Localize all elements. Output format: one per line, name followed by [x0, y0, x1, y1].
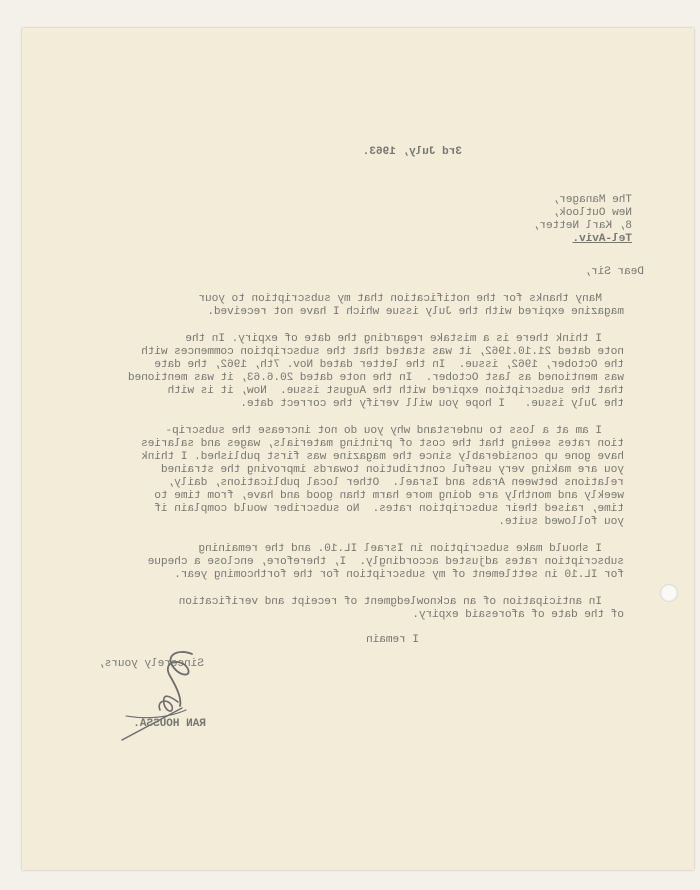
address-line: The Manager,	[552, 194, 632, 206]
paragraph-line: I think there is a mistake regarding the date of expiry. In the	[185, 333, 602, 345]
paragraph-line: was mentioned as last October. In the note dated 20.6.63, it was mentioned	[127, 372, 624, 384]
paragraph-line: note dated 21.10.1962, it was stated that the subscription commences with	[141, 346, 624, 358]
paragraph-line: for IL.10 in settlement of my subscription for the forthcoming year.	[174, 569, 624, 581]
paragraph-line: In anticipation of an acknowledgment of receipt and verification	[178, 596, 602, 608]
salutation: Dear Sir,	[584, 266, 644, 278]
remain-line: I remain	[366, 634, 419, 646]
paragraph-line: that the subscription expired with the August issue. Now, it is with	[167, 385, 624, 397]
address-line: New Outlook,	[552, 207, 632, 219]
address-line: Tel-Aviv.	[572, 233, 632, 245]
paragraph-line: magazine expired with the July issue which I have not received.	[207, 306, 624, 318]
signature-name: RAN HOUSSA.	[133, 718, 206, 730]
paragraph-line: have gone up considerably since the magazine was first published. I think	[141, 451, 624, 463]
paragraph-line: of the date of aforesaid expiry.	[412, 609, 624, 621]
address-line: 8, Karl Netter,	[532, 220, 632, 232]
paragraph-line: I should make subscription in Israel IL.10. and the remaining	[198, 543, 602, 555]
paragraph-line: time, raised their subscription rates. No subscriber would complain if	[154, 503, 624, 515]
letter-date: 3rd July, 1963.	[362, 146, 462, 158]
handwritten-signature	[112, 646, 222, 746]
paragraph-line: weekly and monthly are doing more harm than good and have, from time to	[154, 490, 624, 502]
paragraph-line: I am at a loss to understand why you do not increase the subscrip-	[165, 425, 602, 437]
paragraph-line: the July issue. I hope you will verify the correct date.	[240, 398, 624, 410]
paragraph-line: subscription rates adjusted accordingly. I, therefore, enclose a cheque	[147, 556, 624, 568]
paragraph-line: tion rates seeing that the cost of printing materials, wages and salaries	[141, 438, 624, 450]
paragraph-line: you followed suite.	[498, 516, 624, 528]
letter-sheet	[22, 28, 694, 870]
paragraph-line: Many thanks for the notification that my subscription to your	[198, 293, 602, 305]
closing-line: Sincerely yours,	[98, 658, 204, 670]
paragraph-line: relations between Arabs and Israel. Other local publications, daily,	[167, 477, 624, 489]
paragraph-line: you are making very useful contribution towards improving the strained	[161, 464, 624, 476]
paragraph-line: the October, 1962, issue. In the letter dated Nov. 7th, 1962, the date	[154, 359, 624, 371]
show-through-letter	[22, 28, 694, 870]
